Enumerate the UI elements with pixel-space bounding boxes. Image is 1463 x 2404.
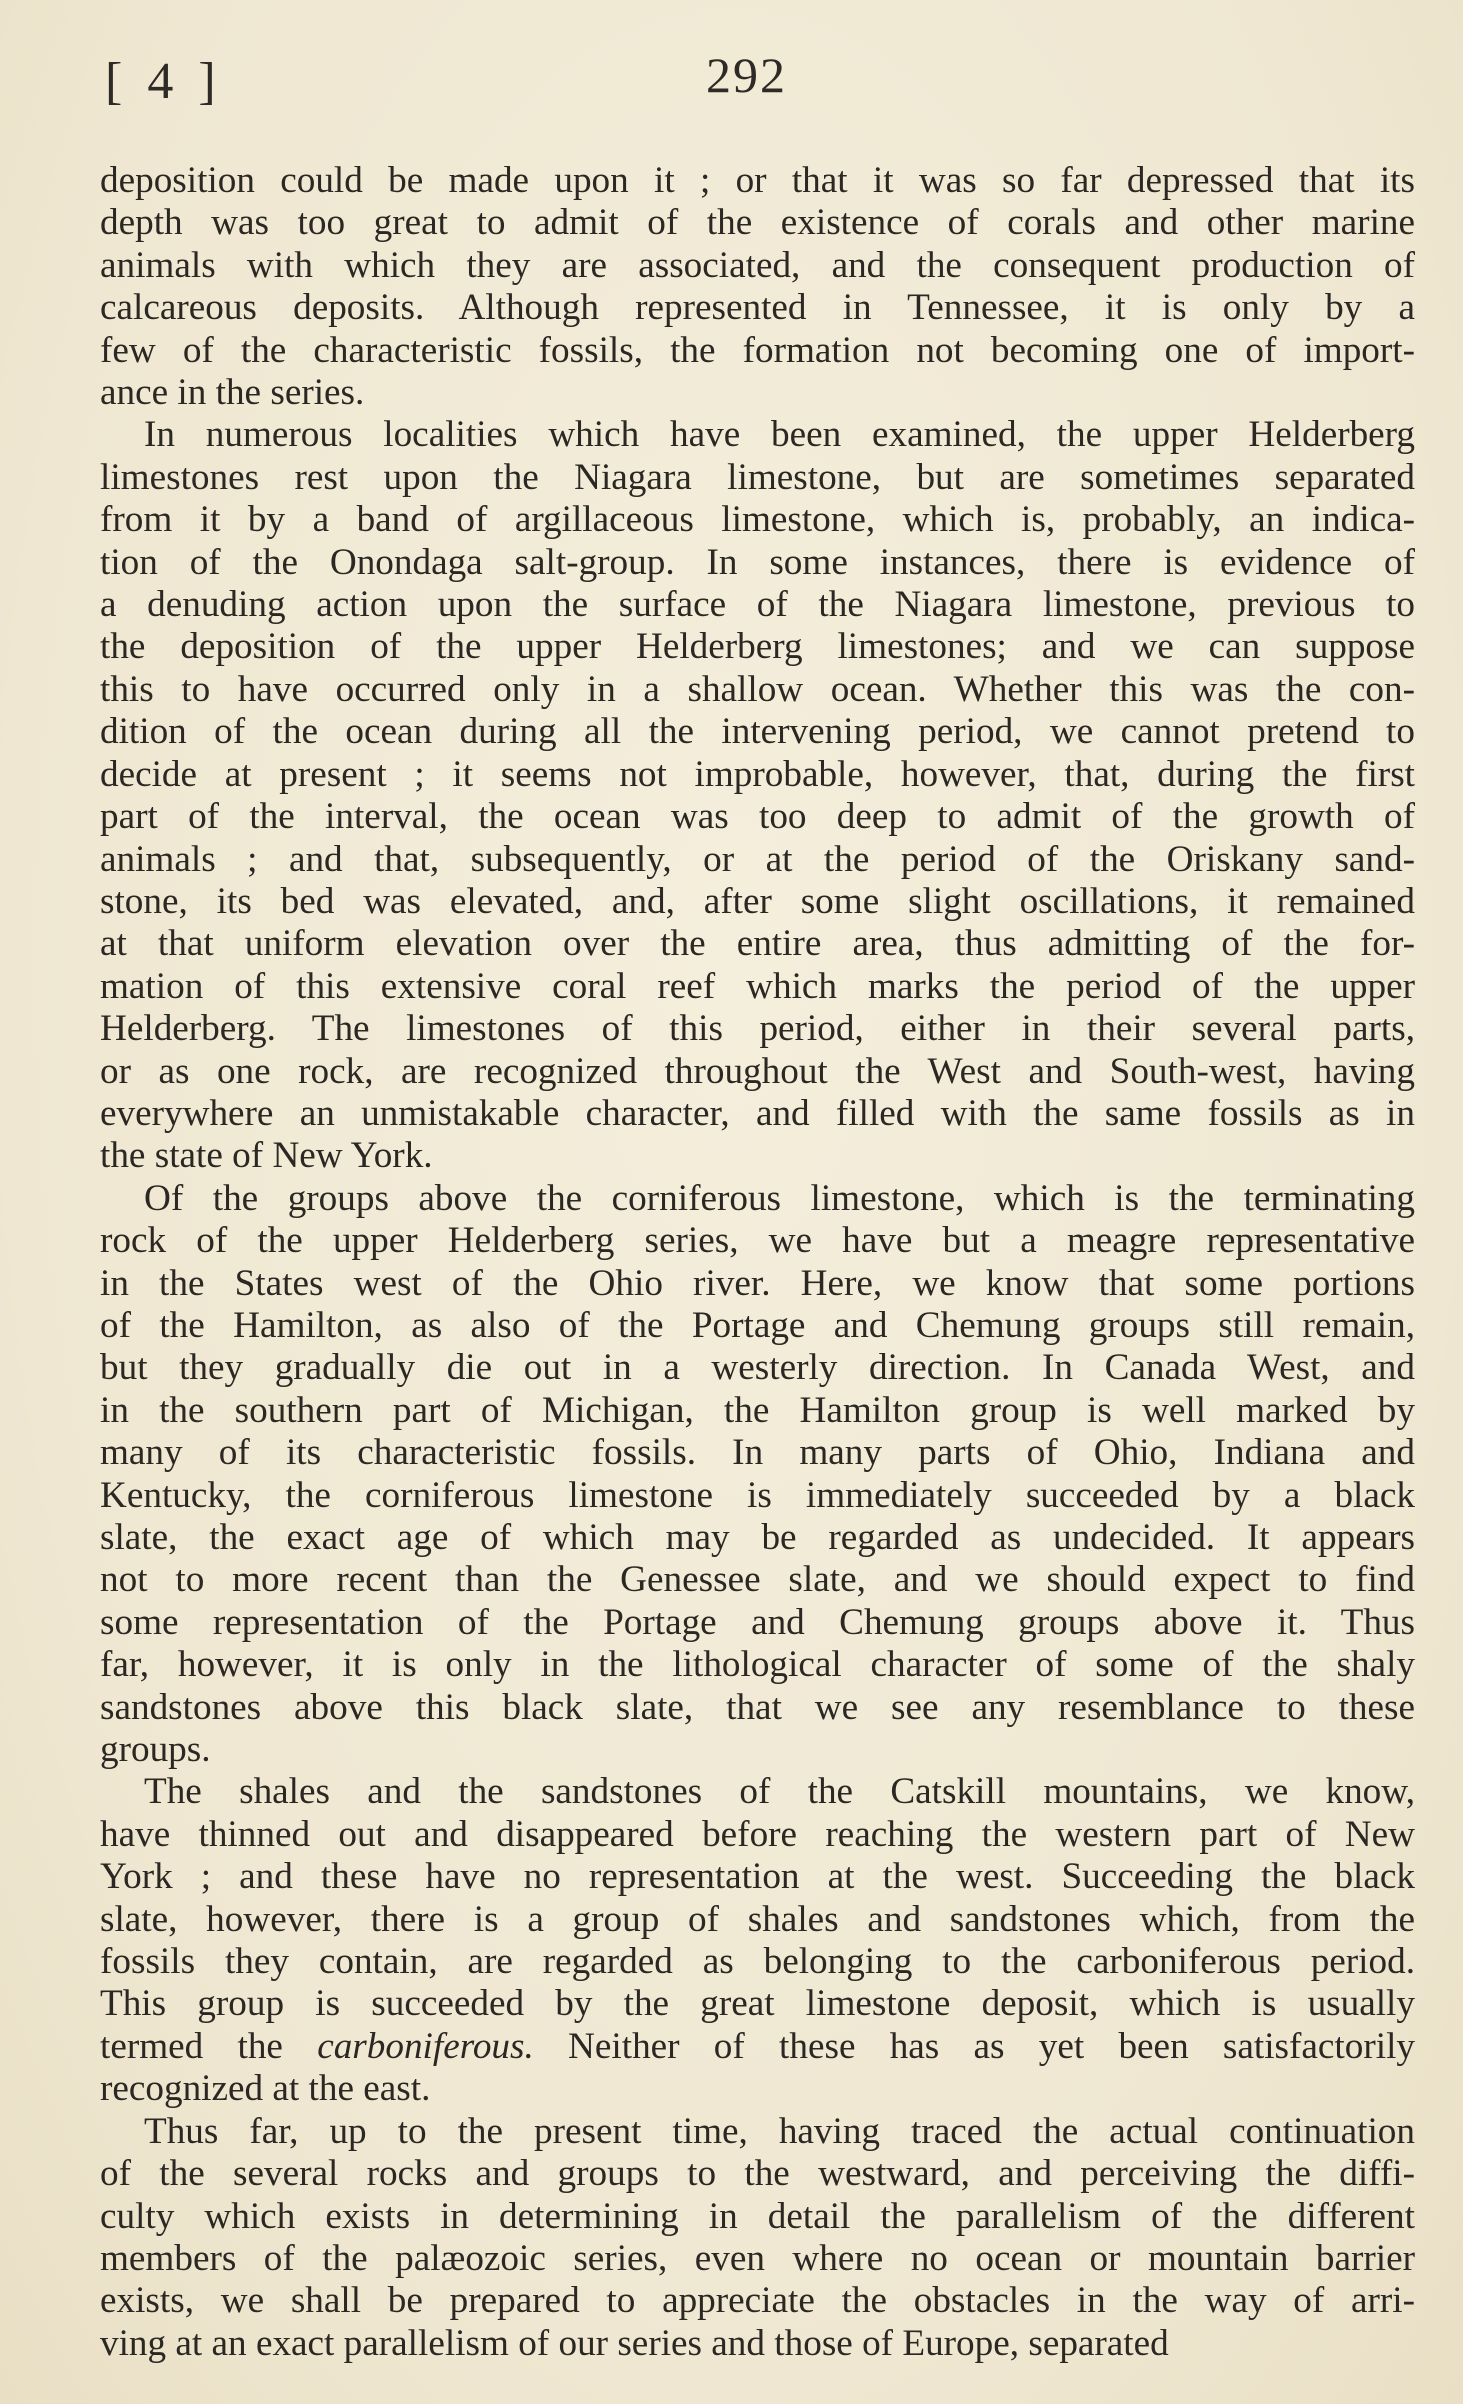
paragraph [100, 160, 1415, 414]
text-line: Of the groups above the corniferous limestone, which is the terminating [144, 1177, 1415, 1219]
text-line: members of the palæozoic series, even where no ocean or mountain barrier [100, 2237, 1415, 2279]
text-line: or as one rock, are recognized throughout the West and South-west, having [100, 1050, 1415, 1092]
text-line: animals ; and that, subsequently, or at the period of the Oriskany sand- [100, 838, 1415, 880]
text-line: The shales and the sandstones of the Catskill mountains, we know, [144, 1771, 1415, 1813]
paragraph [100, 2111, 1415, 2365]
text-line: stone, its bed was elevated, and, after some slight oscillations, it remained [100, 880, 1415, 922]
text-line: the state of New York. [100, 1135, 433, 1177]
text-line: in the southern part of Michigan, the Hamilton group is well marked by [100, 1389, 1415, 1431]
text-line: in the States west of the Ohio river. Here, we know that some portions [100, 1262, 1415, 1304]
page-number: 292 [706, 47, 787, 103]
text-line: of the several rocks and groups to the westward, and perceiving the diffi- [100, 2153, 1415, 2195]
text-line: far, however, it is only in the lithological character of some of the shaly [100, 1644, 1415, 1686]
text-line: part of the interval, the ocean was too deep to admit of the growth of [100, 796, 1415, 838]
text-line: rock of the upper Helderberg series, we have but a meagre representative [100, 1220, 1415, 1262]
text-line: not to more recent than the Genessee slate, and we should expect to find [100, 1559, 1415, 1601]
text-line: few of the characteristic fossils, the formation not becoming one of import- [100, 329, 1415, 371]
text-line: from it by a band of argillaceous limestone, which is, probably, an indica- [100, 499, 1415, 541]
text-line: Kentucky, the corniferous limestone is immediately succeeded by a black [100, 1474, 1415, 1516]
text-line: Thus far, up to the present time, having traced the actual continuation [144, 2110, 1415, 2152]
page-header [0, 40, 1463, 120]
paragraph [100, 1771, 1415, 2110]
text-line: culty which exists in determining in detail the parallelism of the different [100, 2195, 1415, 2237]
signature-mark: [ 4 ] [105, 53, 222, 110]
text-line: at that uniform elevation over the entire area, thus admitting of the for- [100, 923, 1415, 965]
text-line: limestones rest upon the Niagara limestone, but are sometimes separated [100, 456, 1415, 498]
text-line: Helderberg. The limestones of this period, either in their several parts, [100, 1008, 1415, 1050]
text-line: fossils they contain, are regarded as belonging to the carboniferous period. [100, 1941, 1415, 1983]
text-line: many of its characteristic fossils. In many parts of Ohio, Indiana and [100, 1432, 1415, 1474]
text-line: calcareous deposits. Although represented in Tennessee, it is only by a [100, 287, 1415, 329]
text-line: ving at an exact parallelism of our series and those of Europe, separated [100, 2322, 1169, 2364]
text-line: of the Hamilton, as also of the Portage and Chemung groups still remain, [100, 1304, 1415, 1346]
text-line: York ; and these have no representation at the west. Succeeding the black [100, 1856, 1415, 1898]
paragraph [100, 1178, 1415, 1772]
text-line: exists, we shall be prepared to appreciate the obstacles in the way of arri- [100, 2280, 1415, 2322]
text-line: dition of the ocean during all the intervening period, we cannot pretend to [100, 711, 1415, 753]
text-line: sandstones above this black slate, that we see any resemblance to these [100, 1686, 1415, 1728]
text-line: In numerous localities which have been examined, the upper Helderberg [144, 414, 1415, 456]
text-line: a denuding action upon the surface of the Niagara limestone, previous to [100, 584, 1415, 626]
text-line: this to have occurred only in a shallow ocean. Whether this was the con- [100, 668, 1415, 710]
text-line: animals with which they are associated, and the consequent production of [100, 244, 1415, 286]
text-line: termed the carboniferous. Neither of these has as yet been satisfactorily [100, 2025, 1415, 2067]
text-line: but they gradually die out in a westerly direction. In Canada West, and [100, 1347, 1415, 1389]
text-line: depth was too great to admit of the existence of corals and other marine [100, 202, 1415, 244]
text-line: everywhere an unmistakable character, and filled with the same fossils as in [100, 1092, 1415, 1134]
paragraph [100, 414, 1415, 1177]
text-line: recognized at the east. [100, 2068, 431, 2110]
text-line: groups. [100, 1729, 211, 1771]
text-line: some representation of the Portage and Chemung groups above it. Thus [100, 1601, 1415, 1643]
text-line: ance in the series. [100, 372, 365, 414]
text-line: slate, the exact age of which may be regarded as undecided. It appears [100, 1517, 1415, 1558]
text-line: tion of the Onondaga salt-group. In some instances, there is evidence of [100, 541, 1415, 583]
text-line: the deposition of the upper Helderberg limestones; and we can suppose [100, 626, 1415, 668]
text-line: slate, however, there is a group of shales and sandstones which, from the [100, 1898, 1415, 1940]
text-line: This group is succeeded by the great limestone deposit, which is usually [100, 1983, 1415, 2025]
text-line: deposition could be made upon it ; or that it was so far depressed that its [100, 160, 1415, 201]
text-line: decide at present ; it seems not improbable, however, that, during the first [100, 753, 1415, 795]
body-text [100, 160, 1415, 2365]
text-line: have thinned out and disappeared before reaching the western part of New [100, 1813, 1415, 1855]
text-line: mation of this extensive coral reef which marks the period of the upper [100, 965, 1415, 1007]
